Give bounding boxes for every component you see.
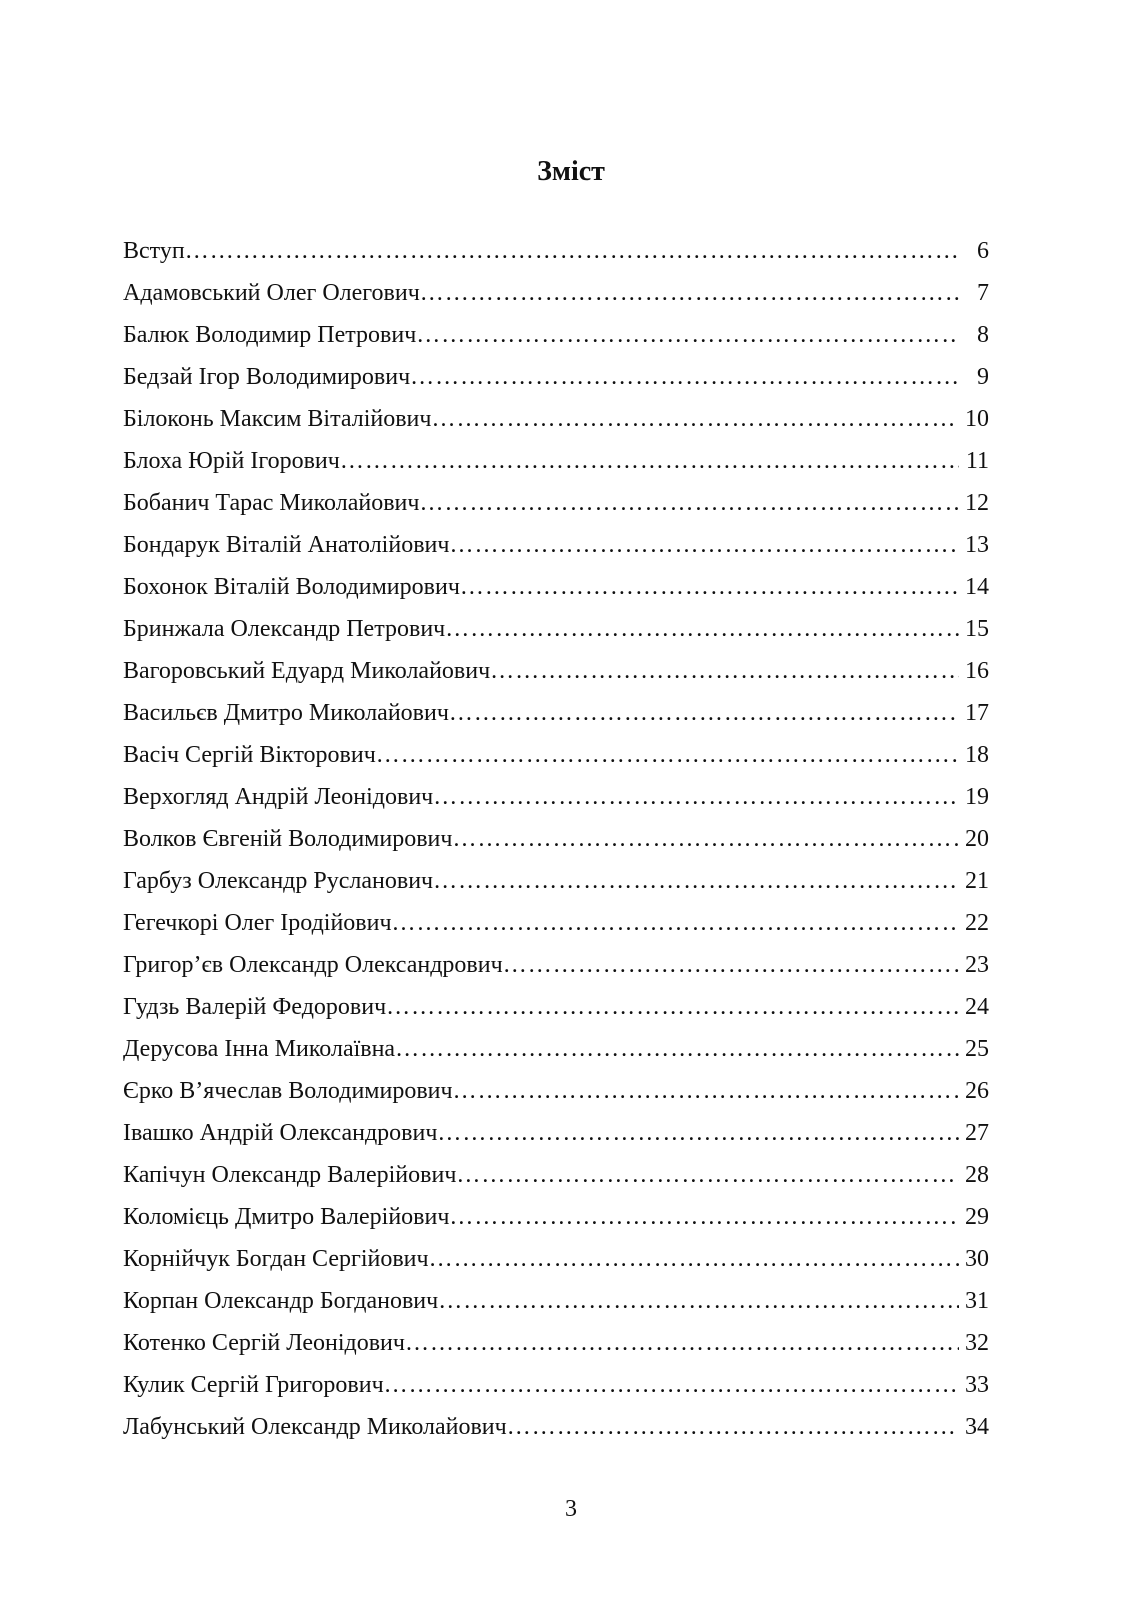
toc-dot-leader — [384, 1364, 959, 1406]
toc-entry — [123, 902, 989, 944]
toc-entry — [123, 818, 989, 860]
toc-entry-page: 29 — [965, 1204, 989, 1230]
toc-entry — [123, 734, 989, 776]
toc-entry-name: Гудзь Валерій Федорович — [123, 994, 387, 1020]
toc-dot-leader — [410, 356, 959, 398]
toc-entry-page: 19 — [965, 784, 989, 810]
toc-entry-name: Лабунський Олександр Миколайович — [123, 1414, 507, 1440]
toc-entry-name: Івашко Андрій Олександрович — [123, 1120, 438, 1146]
toc-dot-leader — [449, 1196, 959, 1238]
toc-entry-name: Волков Євгеній Володимирович — [123, 826, 453, 852]
toc-entry — [123, 1028, 989, 1070]
toc-entry-page: 17 — [965, 700, 989, 726]
toc-dot-leader — [452, 818, 959, 860]
toc-entry — [123, 650, 989, 692]
toc-dot-leader — [429, 1238, 959, 1280]
toc-entry — [123, 1112, 989, 1154]
toc-entry-name: Адамовський Олег Олегович — [123, 280, 420, 306]
toc-entry — [123, 1070, 989, 1112]
toc-entry — [123, 1280, 989, 1322]
toc-entry-name: Кулик Сергій Григорович — [123, 1372, 384, 1398]
toc-entry-page: 11 — [965, 448, 989, 474]
toc-entry — [123, 776, 989, 818]
toc-entry-name: Корпан Олександр Богданович — [123, 1288, 439, 1314]
toc-entry-page: 25 — [965, 1036, 989, 1062]
toc-dot-leader — [449, 692, 959, 734]
toc-entry-name: Вступ — [123, 238, 185, 264]
toc-entry-page: 22 — [965, 910, 989, 936]
toc-entry-page: 9 — [977, 364, 989, 390]
toc-entry-name: Вагоровський Едуард Миколайович — [123, 658, 491, 684]
toc-entry — [123, 860, 989, 902]
toc-entry — [123, 986, 989, 1028]
toc-dot-leader — [460, 566, 959, 608]
toc-entry-name: Бохонок Віталій Володимирович — [123, 574, 460, 600]
toc-dot-leader — [419, 482, 959, 524]
toc-entry-name: Васильєв Дмитро Миколайович — [123, 700, 449, 726]
toc-entry-page: 26 — [965, 1078, 989, 1104]
toc-dot-leader — [420, 272, 959, 314]
toc-entry-page: 6 — [977, 238, 989, 264]
table-of-contents — [123, 230, 989, 1448]
toc-entry — [123, 608, 989, 650]
toc-entry-name: Григор’єв Олександр Олександрович — [123, 952, 503, 978]
toc-entry-name: Бобанич Тарас Миколайович — [123, 490, 420, 516]
toc-dot-leader — [453, 1070, 959, 1112]
toc-entry-name: Гарбуз Олександр Русланович — [123, 868, 434, 894]
toc-entry-page: 20 — [965, 826, 989, 852]
toc-entry-page: 27 — [965, 1120, 989, 1146]
toc-entry-name: Бондарук Віталій Анатолійович — [123, 532, 450, 558]
toc-entry — [123, 1196, 989, 1238]
toc-dot-leader — [405, 1322, 959, 1364]
toc-entry — [123, 482, 989, 524]
toc-entry-page: 28 — [965, 1162, 989, 1188]
toc-entry-page: 18 — [965, 742, 989, 768]
toc-dot-leader — [449, 524, 959, 566]
toc-entry — [123, 1364, 989, 1406]
toc-entry-name: Балюк Володимир Петрович — [123, 322, 417, 348]
toc-entry — [123, 944, 989, 986]
toc-entry-page: 7 — [977, 280, 989, 306]
toc-entry-page: 15 — [965, 616, 989, 642]
toc-entry-page: 23 — [965, 952, 989, 978]
toc-entry-page: 24 — [965, 994, 989, 1020]
toc-entry-page: 30 — [965, 1246, 989, 1272]
toc-entry-name: Білоконь Максим Віталійович — [123, 406, 432, 432]
toc-entry-page: 34 — [965, 1414, 989, 1440]
toc-entry-page: 12 — [965, 490, 989, 516]
page-title: Зміст — [537, 156, 605, 187]
toc-entry — [123, 1406, 989, 1448]
toc-dot-leader — [433, 860, 959, 902]
toc-entry-name: Капічун Олександр Валерійович — [123, 1162, 457, 1188]
toc-entry-name: Бринжала Олександр Петрович — [123, 616, 446, 642]
toc-entry-name: Васіч Сергій Вікторович — [123, 742, 376, 768]
toc-entry-page: 31 — [965, 1288, 989, 1314]
toc-dot-leader — [445, 608, 959, 650]
toc-entry-name: Котенко Сергій Леонідович — [123, 1330, 405, 1356]
toc-entry-name: Коломієць Дмитро Валерійович — [123, 1204, 450, 1230]
toc-entry — [123, 398, 989, 440]
toc-entry — [123, 272, 989, 314]
toc-dot-leader — [185, 230, 959, 272]
toc-entry — [123, 356, 989, 398]
toc-entry-page: 32 — [965, 1330, 989, 1356]
toc-dot-leader — [456, 1154, 959, 1196]
toc-dot-leader — [340, 440, 959, 482]
toc-dot-leader — [503, 944, 959, 986]
toc-entry-name: Блоха Юрій Ігорович — [123, 448, 340, 474]
toc-dot-leader — [438, 1280, 959, 1322]
toc-dot-leader — [433, 776, 959, 818]
toc-dot-leader — [431, 398, 959, 440]
toc-entry — [123, 566, 989, 608]
toc-entry-page: 8 — [977, 322, 989, 348]
toc-entry — [123, 1322, 989, 1364]
toc-entry — [123, 1154, 989, 1196]
toc-entry — [123, 1238, 989, 1280]
page-number: 3 — [565, 1496, 577, 1522]
toc-entry-name: Корнійчук Богдан Сергійович — [123, 1246, 429, 1272]
toc-dot-leader — [386, 986, 959, 1028]
toc-entry — [123, 314, 989, 356]
toc-entry-page: 33 — [965, 1372, 989, 1398]
toc-entry-name: Верхогляд Андрій Леонідович — [123, 784, 434, 810]
toc-dot-leader — [416, 314, 959, 356]
toc-dot-leader — [395, 1028, 959, 1070]
toc-entry-name: Гегечкорі Олег Іродійович — [123, 910, 392, 936]
toc-entry-name: Дерусова Інна Миколаївна — [123, 1036, 396, 1062]
toc-entry — [123, 692, 989, 734]
toc-dot-leader — [507, 1406, 959, 1448]
toc-entry-page: 10 — [965, 406, 989, 432]
toc-entry-name: Єрко В’ячеслав Володимирович — [123, 1078, 453, 1104]
toc-entry-page: 16 — [965, 658, 989, 684]
toc-entry-name: Бедзай Ігор Володимирович — [123, 364, 411, 390]
toc-dot-leader — [490, 650, 959, 692]
toc-dot-leader — [376, 734, 959, 776]
toc-dot-leader — [392, 902, 959, 944]
toc-entry-page: 13 — [965, 532, 989, 558]
toc-dot-leader — [437, 1112, 959, 1154]
toc-entry — [123, 524, 989, 566]
toc-entry-page: 21 — [965, 868, 989, 894]
toc-entry — [123, 440, 989, 482]
toc-entry — [123, 230, 989, 272]
toc-entry-page: 14 — [965, 574, 989, 600]
